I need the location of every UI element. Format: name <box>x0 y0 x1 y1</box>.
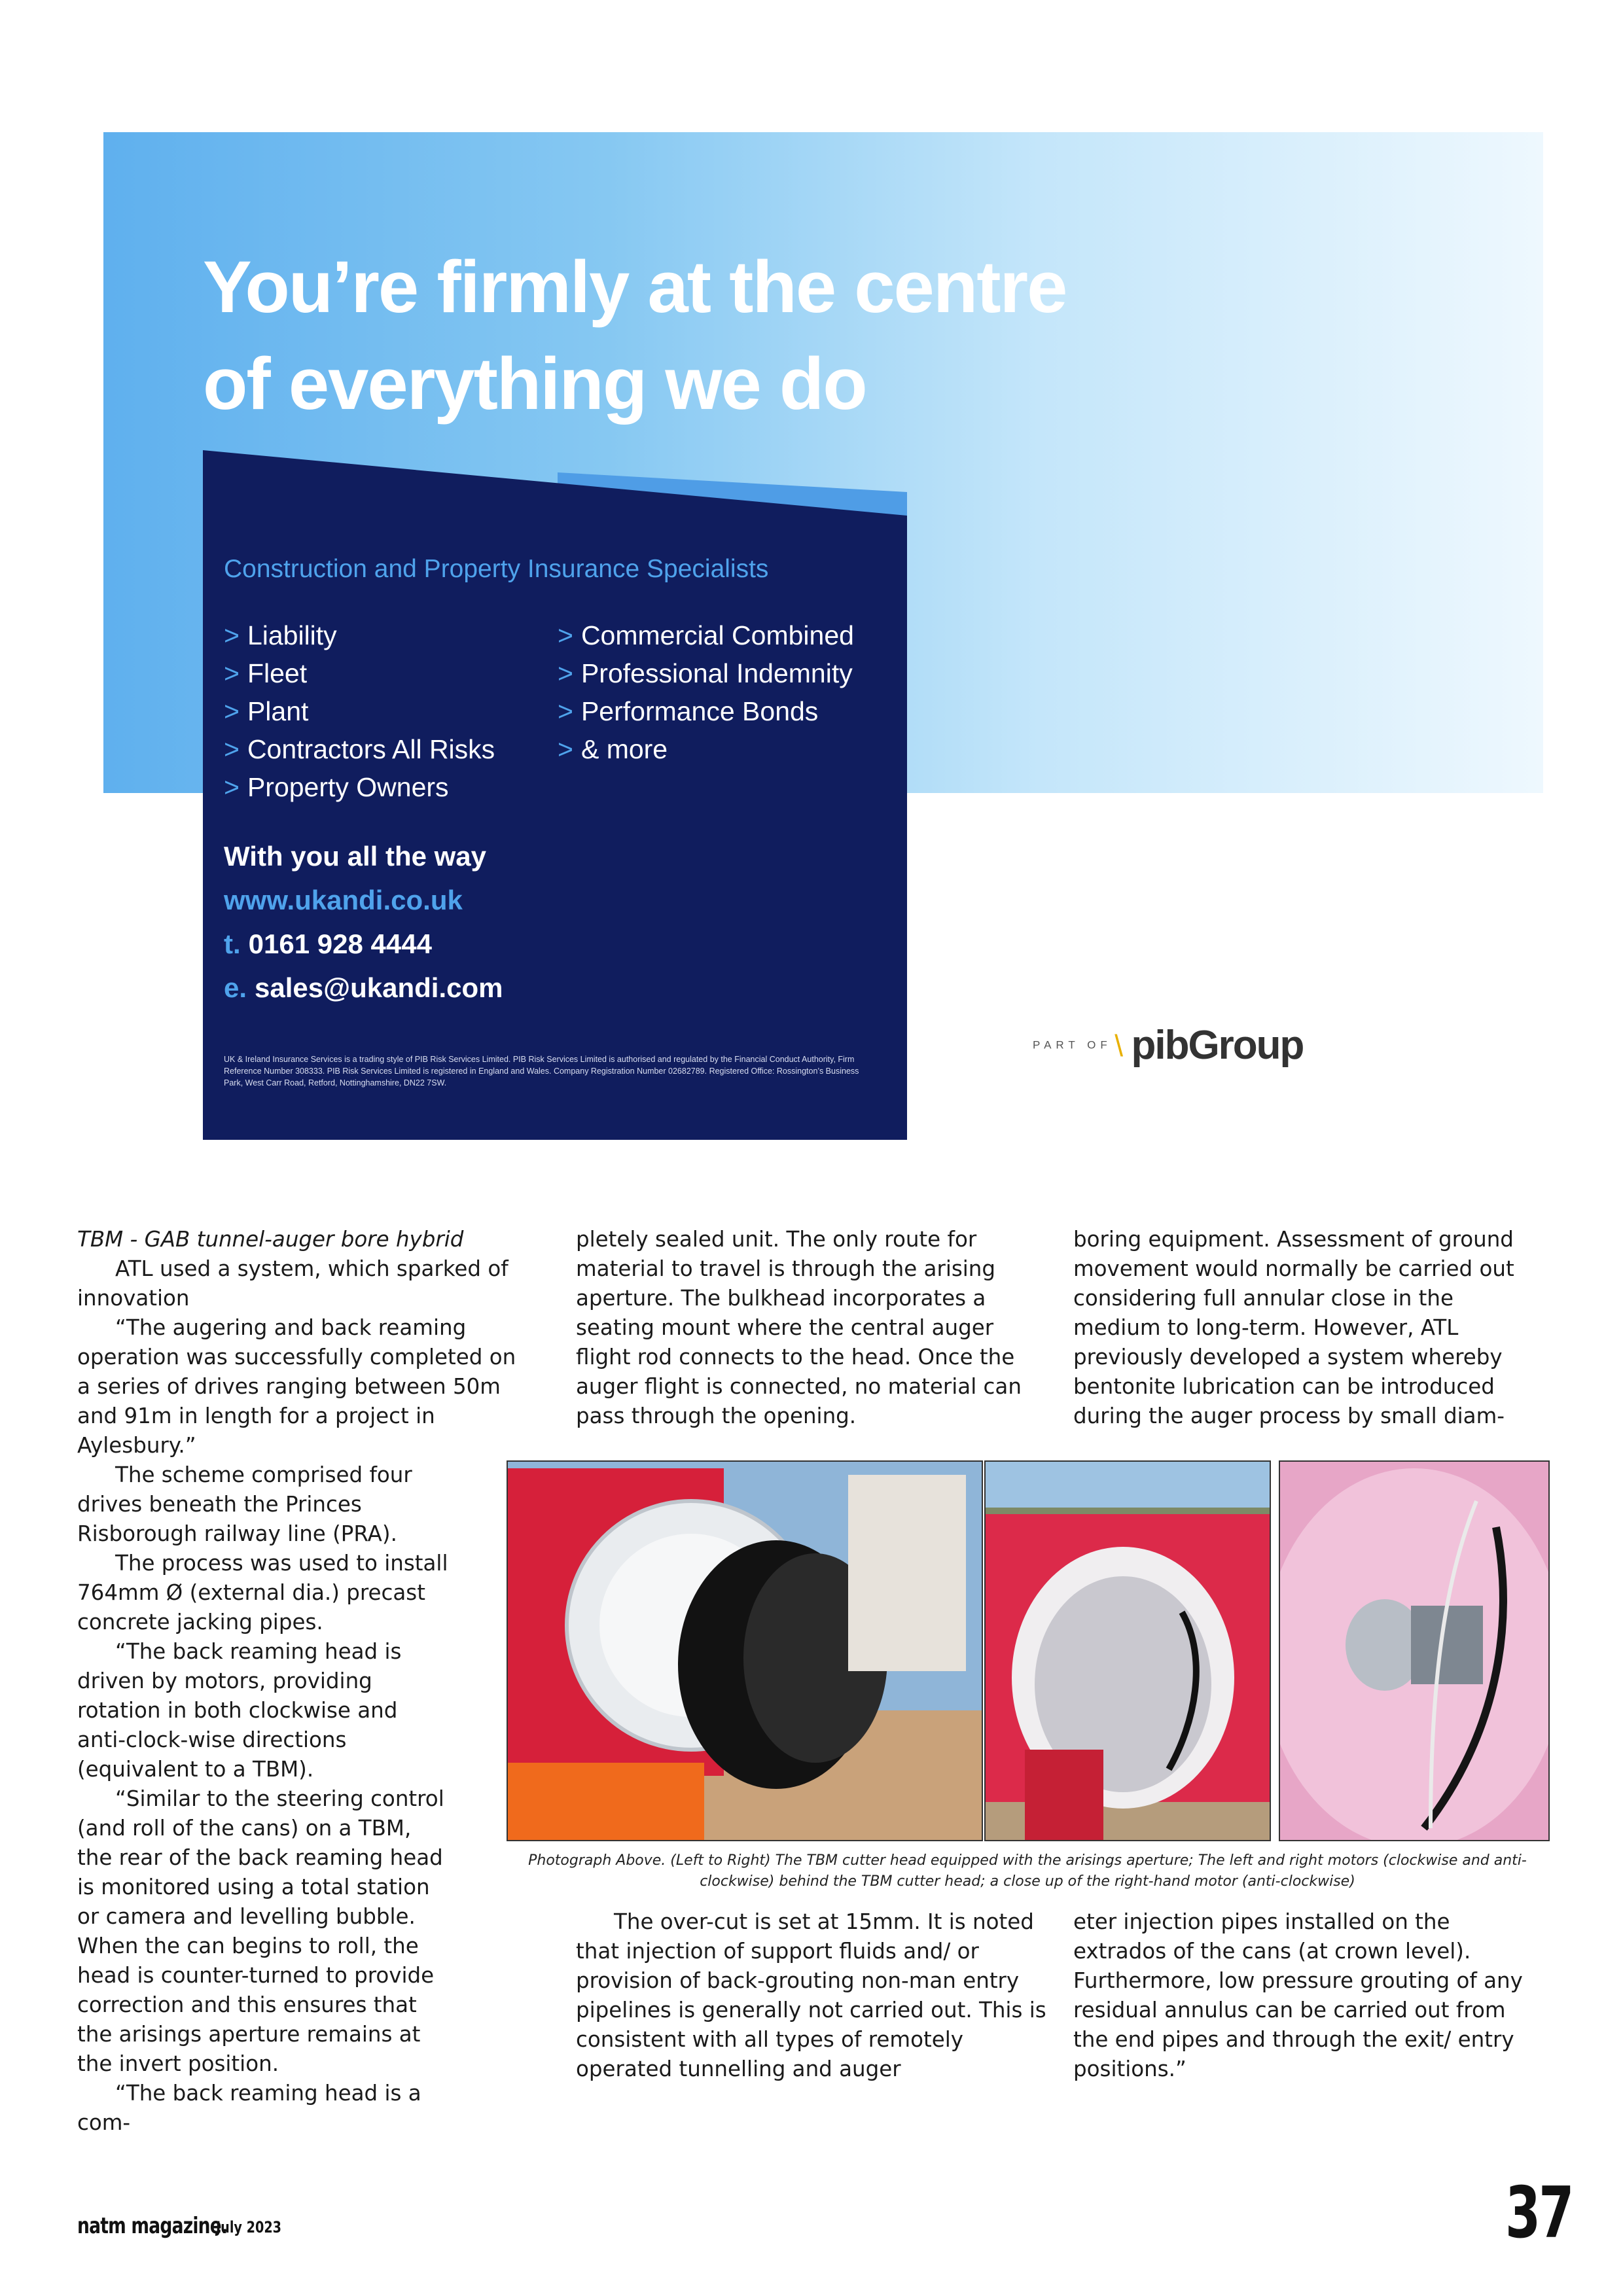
ad-service-item: > Property Owners <box>224 772 449 802</box>
ad-website-link[interactable]: www.ukandi.co.uk <box>224 885 463 915</box>
issue-date: July 2023 <box>216 2218 282 2236</box>
article-paragraph: eter injection pipes installed on the extrados of the cans (at crown level). Furthermore, low pressure grouting of any residual annulus can be carried out from the end pipes and through the exit/ entry positions.” <box>1073 1909 1523 2081</box>
magazine-name: natm magazine. <box>77 2213 228 2239</box>
chevron-icon: > <box>224 696 240 726</box>
chevron-icon: > <box>558 734 573 764</box>
article-column-1 <box>77 1225 529 2138</box>
ad-service-item: > Commercial Combined <box>558 620 854 650</box>
article-paragraph: “Similar to the steering control (and roll of the cans) on a TBM, the rear of the back reaming head is monitored using a total station or camera and levelling bubble. When the can begins to roll, the head is counter-turned to provide correction and this ensures that the arisings aperture remains at the invert position. <box>77 1786 444 2076</box>
ad-service-item: > & more <box>558 734 668 764</box>
ad-service-item: > Fleet <box>224 658 308 688</box>
slash-icon: \ <box>1115 1028 1124 1063</box>
photo-caption: Photograph Above. (Left to Right) The TBM cutter head equipped with the arisings aperture; The left and right motors (clockwise and anti-clockwise) behind the TBM cutter head; a close up of the right-hand motor (anti-clockwise) <box>528 1852 1527 1890</box>
chevron-icon: > <box>558 658 573 688</box>
photo-tbm-motors <box>984 1460 1271 1841</box>
article-paragraph: “The back reaming head is driven by motors, providing rotation in both clockwise and anti-clock-wise directions (equivalent to a TBM). <box>77 1639 402 1782</box>
article-column-2-bottom <box>576 1907 1047 2084</box>
ad-service-item: > Contractors All Risks <box>224 734 495 764</box>
article-paragraph: The process was used to install 764mm Ø (external dia.) precast concrete jacking pipes. <box>77 1551 448 1634</box>
article-paragraph: “The back reaming head is a com- <box>77 2081 421 2135</box>
ad-services-left <box>224 616 495 806</box>
chevron-icon: > <box>558 620 573 650</box>
ad-email-link[interactable]: e. sales@ukandi.com <box>224 972 503 1003</box>
ad-legal-text: UK & Ireland Insurance Services is a trading style of PIB Risk Services Limited. PIB Risk Services Limited is authorised and regulated by the Financial Conduct Authority, Firm Reference Number 308333. PIB Risk Services Limited is registered in England and Wales. Company Registration Number 02682789. Registered Office: Rossington’s Business Park, West Carr Road, Retford, Nottinghamshire, DN22 7SW. <box>224 1055 859 1087</box>
ad-tagline: With you all the way <box>224 841 487 872</box>
ad-service-item: > Performance Bonds <box>558 696 819 726</box>
ad-headline <box>203 239 1185 433</box>
ad-subheading: Construction and Property Insurance Specialists <box>224 555 769 583</box>
article-subheading: TBM - GAB tunnel-auger bore hybrid <box>77 1227 464 1252</box>
article-paragraph: ATL used a system, which sparked of innovation <box>77 1256 508 1311</box>
photo-tbm-cutter-head <box>507 1460 983 1841</box>
article-paragraph: “The augering and back reaming operation was successfully completed on a series of drives ranging between 50m and 91m in length for a project in Aylesbury.” <box>77 1315 516 1458</box>
article-paragraph: pletely sealed unit. The only route for material to travel is through the arising aperture. The bulkhead incorporates a seating mount where the central auger flight rod connects to the head. Once the auger flight is connected, no material can pass through the opening. <box>576 1227 1022 1428</box>
ad-headline-line-2: of everything we do <box>203 343 866 425</box>
article-paragraph: The over-cut is set at 15mm. It is noted that injection of support fluids and/ or provision of back-grouting non-man entry pipelines is generally not carried out. This is consistent with all types of remotely operated tunnelling and auger <box>576 1909 1046 2081</box>
ad-service-item: > Professional Indemnity <box>558 658 853 688</box>
article-paragraph: The scheme comprised four drives beneath the Princes Risborough railway line (PRA). <box>77 1462 412 1546</box>
chevron-icon: > <box>224 658 240 688</box>
article-paragraph: boring equipment. Assessment of ground movement would normally be carried out considering full annular close in the medium to long-term. However, ATL previously developed a system whereby bentonite lubrication can be introduced during the auger process by small diam- <box>1073 1227 1514 1428</box>
article-column-3-bottom <box>1073 1907 1544 2084</box>
chevron-icon: > <box>224 734 240 764</box>
chevron-icon: > <box>224 620 240 650</box>
article-column-2-top <box>576 1225 1047 1431</box>
chevron-icon: > <box>224 772 240 802</box>
ad-service-item: > Liability <box>224 620 337 650</box>
photo-right-hand-motor <box>1279 1460 1550 1841</box>
page-number: 37 <box>1505 2172 1573 2254</box>
article-column-3-top <box>1073 1225 1544 1431</box>
ad-service-item: > Plant <box>224 696 309 726</box>
pib-group-logo: PART OF \ pibGroup <box>1033 1023 1304 1068</box>
ad-services-right <box>558 616 854 768</box>
chevron-icon: > <box>558 696 573 726</box>
ad-phone[interactable]: t. 0161 928 4444 <box>224 928 432 959</box>
ad-headline-line-1: You’re firmly at the centre <box>203 246 1067 328</box>
